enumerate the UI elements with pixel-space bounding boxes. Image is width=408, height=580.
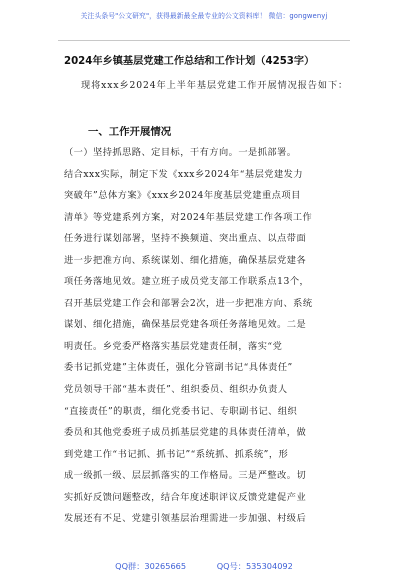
body-line: 进一步把准方向、系统谋划、细化措施，确保基层党建各 <box>64 254 307 266</box>
body-line: 召开基层党建工作会和部署会2次，进一步把准方向、系统 <box>64 297 313 309</box>
body-line: 谋划、细化措施，确保基层党建各项任务落地见效。二是 <box>64 319 307 331</box>
body-line: 委员和其他党委班子成员抓基层党建的具体责任清单，做 <box>64 427 307 439</box>
body-line: 任务进行谋划部署，坚持不换频道、突出重点、以点带面 <box>64 233 307 245</box>
body-line: 项任务落地见效。建立班子成员党支部工作联系点13个， <box>64 276 310 288</box>
body-line: 委书记抓党建”主体责任，强化分管副书记“具体责任” <box>64 362 293 374</box>
document-title: 2024年乡镇基层党建工作总结和工作计划（4253字） <box>64 56 315 67</box>
intro-paragraph: 现将xxx乡2024年上半年基层党建工作开展情况报告如下： <box>81 80 349 91</box>
body-line: “直接责任”的职责，细化党委书记、专职副书记、组织 <box>64 405 298 417</box>
body-line: 成一级抓一级、层层抓落实的工作格局。三是严整改。切 <box>64 470 307 482</box>
body-line: 明责任。乡党委严格落实基层党建责任制，落实“党 <box>64 340 283 352</box>
section-heading: 一、工作开展情况 <box>88 126 172 138</box>
body-paragraph <box>64 142 352 530</box>
header-divider <box>58 40 350 41</box>
footer-qq-contact: QQ号：535304092 <box>216 561 293 571</box>
body-line: （一）坚持抓思路、定目标，干有方向。一是抓部署。 <box>64 147 297 158</box>
header-banner: 关注头条号"公文研究"，获得最新最全最专业的公文资料库！ 微信：gongwenyj <box>80 12 328 20</box>
body-line: 到党建工作“书记抓、抓书记”“系统抓、抓系统”，形 <box>64 448 289 460</box>
body-line: 发展还有不足、党建引领基层治理需进一步加强、村级后 <box>64 513 307 525</box>
body-line: 结合xxx实际，制定下发《xxx乡2024年“基层党建发力 <box>64 168 304 180</box>
footer <box>0 561 408 572</box>
body-line: 清单》等党建系列方案，对2024年基层党建工作各项工作 <box>64 211 313 223</box>
body-line: 突破年”总体方案》《xxx乡2024年度基层党建重点项目 <box>64 190 301 202</box>
body-line: 党员领导干部“基本责任”、组织委员、组织办负责人 <box>64 384 288 396</box>
body-line: 实抓好反馈问题整改，结合年度述职评议反馈党建促产业 <box>64 491 307 503</box>
footer-qq-group: QQ群：30265665 <box>115 561 187 571</box>
